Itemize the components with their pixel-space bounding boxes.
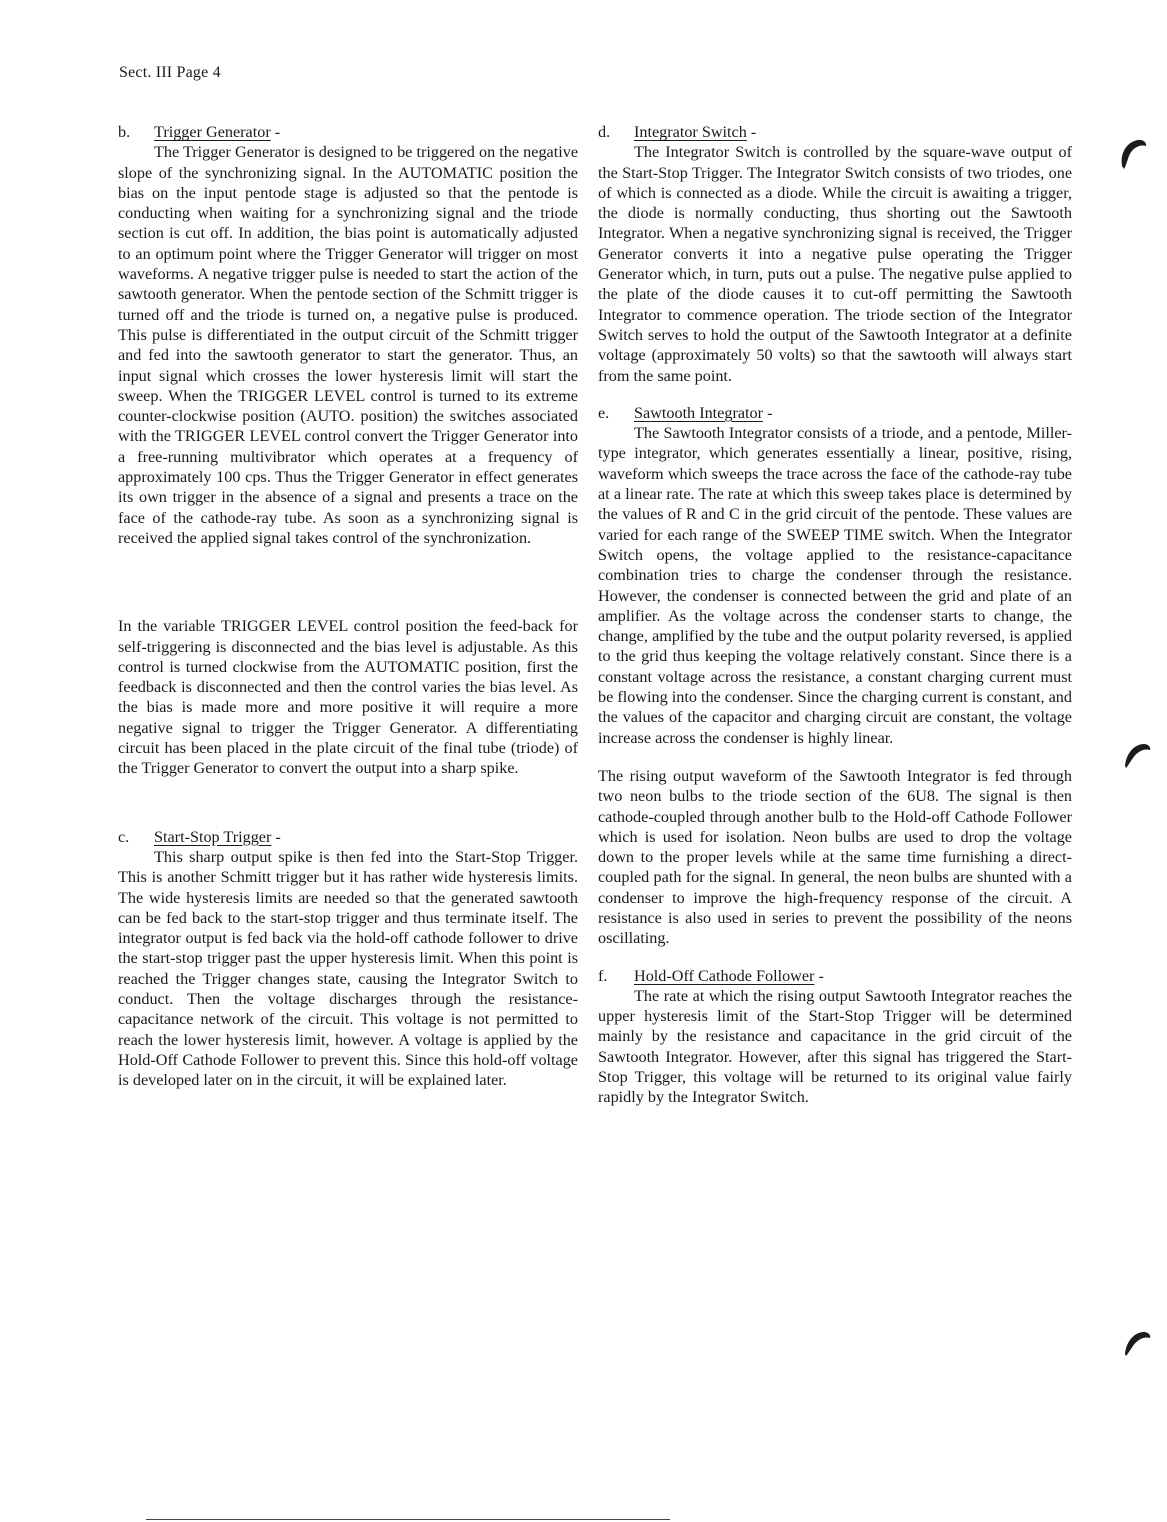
heading-dash: - [767,403,773,422]
section-title: Hold-Off Cathode Follower [634,966,815,985]
section-d-integrator-switch [598,122,1072,386]
section-letter: c. [118,827,130,846]
left-column [118,122,578,1090]
paragraph-trigger-level: In the variable TRIGGER LEVEL control position the feed-back for self-triggering is disconnected and the bias level is adjustable. As this control is turned clockwise from the AUTOMATIC position, first the feedback is disconnected and then the control varies the bias level. As the bias is made more and more positive it will require a more negative signal to trigger the Trigger Generator. A differentiating circuit has been placed in the plate circuit of the final tube (triode) of the Trigger Generator to convert the output into a sharp spike. [118,617,578,778]
heading-dash: - [750,123,757,141]
punch-hole-shadow-icon [1118,136,1148,172]
section-body: The Integrator Switch is controlled by the square-wave output of the Start-Stop Trigger. The Integrator Switch consists of two triodes, one of which is connected as a diode. While the circuit is awaiting a trigger, the diode is normally conducting, thus shorting out the Sawtooth Integrator. When a negative synchronizing signal is received, the Trigger Generator converts it into a negative pulse operating the Trigger Generator which, in turn, puts out a pulse. The negative pulse applied to the plate of the diode causes it to cut-off permitting the Sawtooth Integrator to commence operation. The triode section of the Integrator Switch serves to hold the output of the Sawtooth Integrator at a definite voltage (approximately 50 volts) so that the sawtooth will always start from the same point. [598,143,1072,385]
section-b-trigger-generator [118,122,578,548]
section-f-hold-off-cathode-follower [598,966,1072,1108]
section-title: Start-Stop Trigger [154,827,272,846]
heading-dash: - [275,827,281,846]
right-column [598,122,1072,1108]
section-letter: f. [598,966,608,985]
section-e-sawtooth-integrator [598,403,1072,748]
punch-hole-shadow-icon [1122,738,1152,774]
heading-dash: - [274,123,281,141]
punch-hole-shadow-icon [1122,1326,1152,1362]
section-body: The Trigger Generator is designed to be triggered on the negative slope of the synchronizing signal. In the AUTOMATIC position the bias on the input pentode stage is adjusted so that the pentode is conducting when waiting for a synchronizing signal and the triode section is cut off. In addition, the bias point is automatically adjusted to an optimum point where the Trigger Generator will trigger on most waveforms. A negative trigger pulse is needed to start the action of the sawtooth generator. When the pentode section of the Schmitt trigger is turned off and the triode is turned on, a negative pulse is produced. This pulse is differentiated in the output circuit of the Schmitt trigger and fed into the sawtooth generator to start the generator. Thus, an input signal which crosses the lower hysteresis limit will start the sweep. When the TRIGGER LEVEL control is turned to its extreme counter-clockwise position (AUTO. position) the switches associated with the TRIGGER LEVEL control convert the Trigger Generator into a free-running multivibrator which operates at a frequency of approximately 100 cps. Thus the Trigger Generator in effect generates its own trigger in the absence of a signal and presents a trace on the face of the cathode-ray tube. As soon as a synchronizing signal is received the applied signal takes control of the synchronization. [118,143,578,547]
section-heading [598,966,1072,986]
section-c-start-stop-trigger [118,827,578,1091]
heading-dash: - [818,966,824,985]
footer-rule [146,1519,670,1520]
section-letter: e. [598,403,610,422]
section-letter: b. [118,123,131,141]
section-body: The rate at which the rising output Sawtooth Integrator reaches the upper hysteresis limit of the Start-Stop Trigger will be determined mainly by the resistance and capacitance in the grid circuit of the Sawtooth Integrator. However, after this signal has triggered the Start-Stop Trigger, this voltage will be returned to its original value fairly rapidly by the Integrator Switch. [598,986,1072,1107]
section-heading [598,403,1072,423]
section-title: Sawtooth Integrator [634,403,764,422]
section-heading [598,122,1072,142]
section-body: The Sawtooth Integrator consists of a triode, and a pentode, Miller-type integrator, which generates essentially a linear, positive, rising, waveform which sweeps the trace across the face of the cathode-ray tube at a linear rate. The rate at which this sweep takes place is determined by the values of R and C in the grid circuit of the pentode. These values are varied for each range of the SWEEP TIME switch. When the Integrator Switch opens, the voltage applied to the resistance-capacitance combination tries to charge the condenser through the resistance. However, the condenser is connected between the grid and plate of an amplifier. As the voltage across the condenser starts to change, the change, amplified by the tube and the output polarity reversed, is applied to the grid thus keeping the voltage relatively constant. Since there is a constant voltage across the resistance, a constant charging current must be flowing into the condenser. Since the charging current is constant, and the values of the capacitor and charging circuit are constant, the voltage increase across the condenser is highly linear. [598,424,1072,747]
section-heading [118,827,578,847]
page-header: Sect. III Page 4 [119,64,221,81]
section-heading [118,122,578,142]
section-body: This sharp output spike is then fed into the Start-Stop Trigger. This is another Schmitt trigger but it has rather wide hysteresis limits. The wide hysteresis limits are needed so that the generated sawtooth can be fed back to the start-stop trigger and thus terminate itself. The integrator output is fed back via the hold-off cathode follower to drive the start-stop trigger past the upper hysteresis limit. When this point is reached the Trigger changes state, causing the Integrator Switch to conduct. Then the voltage discharges through the resistance-capacitance network of the circuit. This voltage is not permitted to reach the lower hysteresis limit, however. A voltage is applied by the Hold-Off Cathode Follower to prevent this. Since this hold-off voltage is developed later on in the circuit, it will be explained later. [118,847,578,1090]
section-title: Trigger Generator [154,123,271,141]
paragraph-rising-output: The rising output waveform of the Sawtooth Integrator is fed through two neon bulbs to the triode section of the 6U8. The signal is then cathode-coupled through another bulb to the Hold-off Cathode Follower which is used for isolation. Neon bulbs are used to drop the voltage down to the proper levels while at the same time furnishing a direct-coupled path for the signal. In general, the neon bulbs are shunted with a condenser to improve the high-frequency response of the circuit. A resistance is also used in series to prevent the possibility of the neons oscillating. [598,766,1072,948]
section-letter: d. [598,123,611,141]
section-title: Integrator Switch [634,123,747,141]
